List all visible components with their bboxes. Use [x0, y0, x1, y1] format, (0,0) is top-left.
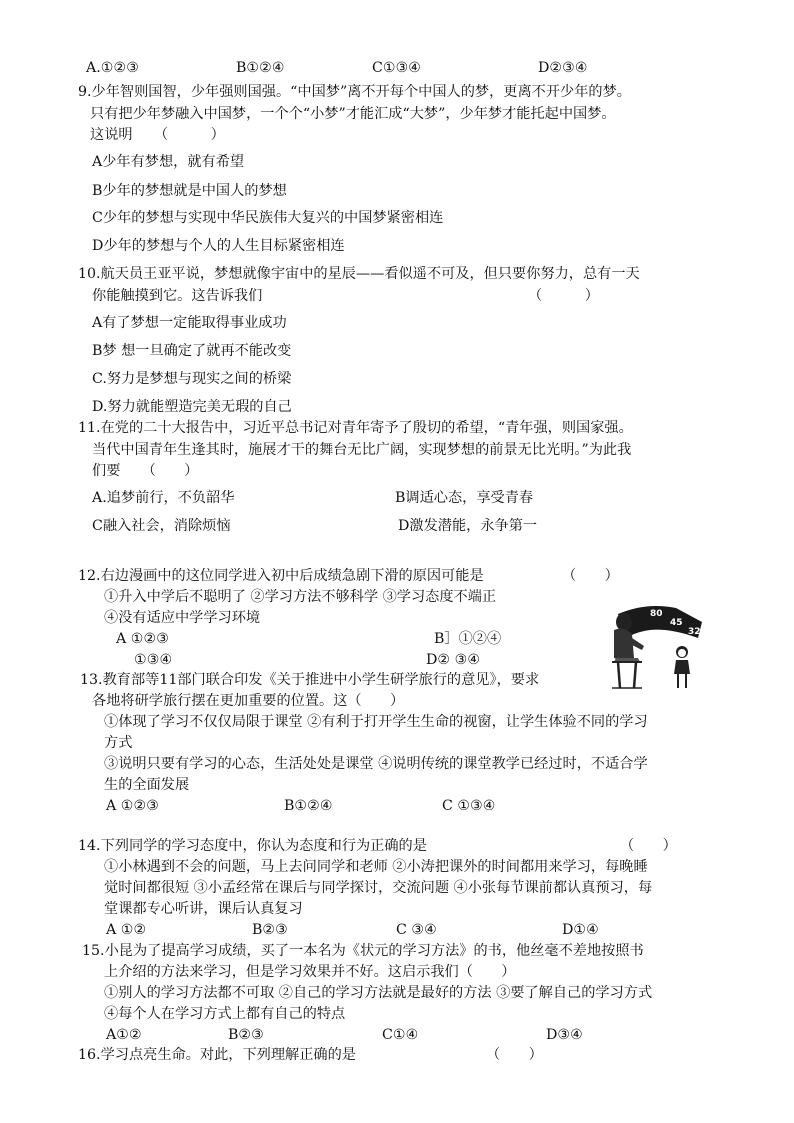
q15-stem-line-2: 上介绍的方法来学习，但是学习效果并不好。这启示我们（ ）: [104, 964, 516, 980]
q9-stem-line-2: 只有把少年梦融入中国梦，一个个“小梦”才能汇成“大梦”，少年梦才能托起中国梦。: [90, 106, 616, 122]
q15-stem-line-1: 15.小昆为了提高学习成绩，买了一本名为《状元的学习方法》的书，他丝毫不差地按照书: [82, 943, 644, 959]
q15-option-d: D③④: [546, 1027, 583, 1043]
q9-stem-line-1: 9.少年智则国智，少年强则国强。“中国梦”离不开每个中国人的梦，更离不开少年的梦。: [78, 84, 631, 100]
q11-option-d: D激发潜能，永争第一: [398, 518, 538, 534]
q14-option-d: D①④: [562, 922, 599, 938]
q11-stem-line-1: 11.在党的二十大报告中，习近平总书记对青年寄予了殷切的希望，“青年强，则国家强。: [78, 420, 633, 436]
q14-stem-line-1: 14.下列同学的学习态度中，你认为态度和行为正确的是: [78, 838, 427, 854]
q14-option-c: C ③④: [396, 922, 437, 938]
q10-option-a: A有了梦想一定能取得事业成功: [92, 315, 287, 331]
score-80: 80: [650, 609, 663, 619]
q15-option-c: C①④: [382, 1027, 419, 1043]
q10-option-c: C.努力是梦想与现实之间的桥梁: [92, 371, 292, 387]
q16-answer-paren: （ ）: [486, 1047, 543, 1063]
q14-stem-line-3: 觉时间都很短 ③小孟经常在课后与同学探讨，交流问题 ④小张每节课前都认真预习，每: [104, 880, 653, 896]
q10-option-d: D.努力就能塑造完美无瑕的自己: [92, 399, 292, 415]
q13-stem-line-4: 方式: [104, 735, 133, 751]
q10-option-b: B梦 想一旦确定了就再不能改变: [92, 343, 292, 359]
q13-stem-line-2: 各地将研学旅行摆在更加重要的位置。这（ ）: [92, 693, 405, 709]
q12-stem-line-2: ①升入中学后不聪明了 ②学习方法不够科学 ③学习态度不端正: [104, 589, 497, 605]
q9-option-b: B少年的梦想就是中国人的梦想: [92, 183, 287, 199]
student-girl-figure: [674, 646, 690, 688]
q13-stem-line-6: 生的全面发展: [104, 777, 190, 793]
score-45: 45: [670, 618, 683, 628]
q8-option-c: C①③④: [372, 60, 422, 76]
q9-option-c: C少年的梦想与实现中华民族伟大复兴的中国梦紧密相连: [92, 210, 444, 226]
q12-stem-line-1: 12.右边漫画中的这位同学进入初中后成绩急剧下滑的原因可能是: [78, 568, 484, 584]
q15-stem-line-4: ④每个人在学习方式上都有自己的特点: [104, 1006, 346, 1022]
q11-stem-line-2: 当代中国青年生逢其时，施展才干的舞台无比广阔，实现梦想的前景无比光明。”为此我: [92, 442, 632, 458]
q11-option-b: B调适心态，享受青春: [395, 490, 534, 506]
q12-option-c: ①③④: [134, 652, 173, 668]
q12-answer-paren: （ ）: [562, 568, 619, 584]
score-32: 32: [688, 627, 701, 637]
q13-option-a: A ①②③: [106, 798, 159, 814]
q15-option-b: B②③: [228, 1027, 264, 1043]
q14-option-b: B②③: [252, 922, 288, 938]
q15-option-a: A①②: [106, 1027, 142, 1043]
q13-stem-line-1: 13.教育部等11部门联合印发《关于推进中小学生研学旅行的意见》，要求: [80, 672, 540, 688]
q12-option-a: A ①②③: [116, 631, 169, 647]
q12-option-d: D② ③④: [426, 652, 481, 668]
q14-stem-line-4: 堂课都专心听讲，课后认真复习: [104, 901, 303, 917]
q11-option-c: C融入社会，消除烦恼: [92, 518, 231, 534]
q16-stem-line-1: 16.学习点亮生命。对此，下列理解正确的是: [78, 1047, 356, 1063]
q15-stem-line-3: ①别人的学习方法都不可取 ②自己的学习方法就是最好的方法 ③要了解自己的学习方式: [104, 985, 653, 1001]
q12-stem-line-3: ④没有适应中学学习环境: [104, 610, 261, 626]
q9-option-d: D少年的梦想与个人的人生目标紧密相连: [92, 238, 345, 254]
q11-option-a: A.追梦前行，不负韶华: [92, 490, 235, 506]
q9-stem-line-3: 这说明 （ ）: [90, 127, 225, 143]
q14-stem-line-2: ①小林遇到不会的问题，马上去问同学和老师 ②小涛把课外的时间都用来学习，每晚睡: [104, 859, 648, 875]
q10-answer-paren: （ ）: [528, 288, 599, 304]
q13-stem-line-5: ③说明只要有学习的心态，生活处处是课堂 ④说明传统的课堂教学已经过时，不适合学: [104, 756, 648, 772]
q10-stem-line-2: 你能触摸到它。这告诉我们: [92, 288, 263, 304]
q8-option-b: B①②④: [236, 60, 285, 76]
q14-answer-paren: （ ）: [620, 838, 677, 854]
q8-option-d: D②③④: [538, 60, 588, 76]
q9-option-a: A少年有梦想，就有希望: [92, 154, 245, 170]
q11-stem-line-3: 们要 （ ）: [92, 463, 199, 479]
q10-stem-line-1: 10.航天员王亚平说，梦想就像宇宙中的星辰——看似遥不可及，但只要你努力，总有一天: [78, 266, 640, 282]
comic-illustration: [598, 600, 706, 692]
q14-option-a: A ①②: [106, 922, 147, 938]
q13-option-c: C ①③④: [442, 798, 496, 814]
q8-option-a: A.①②③: [86, 60, 139, 76]
q12-option-b: B］①②④: [434, 631, 502, 647]
q13-stem-line-3: ①体现了学习不仅仅局限于课堂 ②有利于打开学生生命的视窗，让学生体验不同的学习: [104, 714, 648, 730]
q13-option-b: B①②④: [284, 798, 333, 814]
